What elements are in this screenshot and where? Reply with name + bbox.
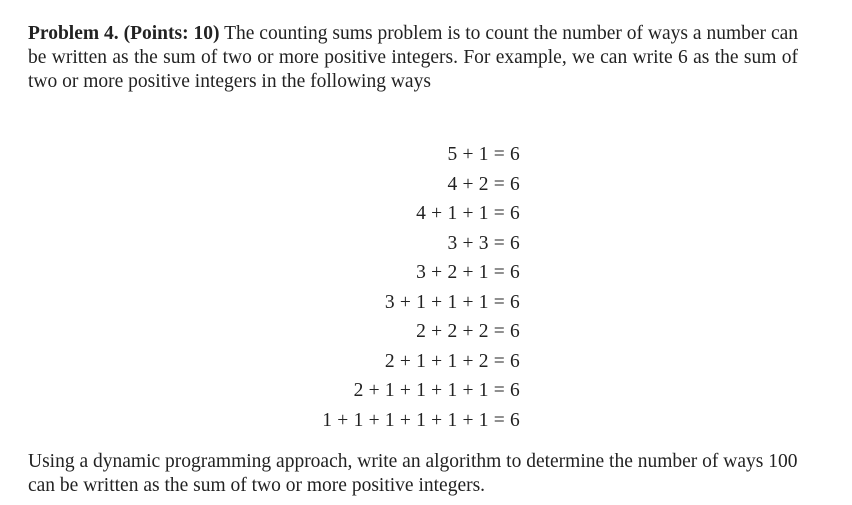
equation-line: 2 + 2 + 2 = 6 xyxy=(416,321,520,342)
problem-intro-text: The counting sums problem is to count the number of ways a number can be written as the sum of two or more positive integers. For example, we can write 6 as the sum of two or more positive integers in the following ways xyxy=(28,23,799,92)
equation-line: 1 + 1 + 1 + 1 + 1 + 1 = 6 xyxy=(322,409,520,431)
equation-list xyxy=(0,140,520,435)
equation-line: 3 + 3 = 6 xyxy=(447,232,520,254)
equation-line: 2 + 1 + 1 + 2 = 6 xyxy=(384,350,520,372)
problem-statement xyxy=(28,22,798,94)
equation-line: 2 + 1 + 1 + 1 + 1 = 6 xyxy=(353,380,520,401)
equation-line: 5 + 1 = 6 xyxy=(447,144,520,165)
equation-line: 3 + 1 + 1 + 1 = 6 xyxy=(384,291,520,313)
problem-task: Using a dynamic programming approach, write an algorithm to determine the number of ways 100 can be written as the sum of two or more positive integers. xyxy=(28,451,798,496)
problem-heading: Problem 4. xyxy=(28,23,119,44)
equation-line: 3 + 2 + 1 = 6 xyxy=(416,262,520,283)
equation-line: 4 + 2 = 6 xyxy=(447,173,520,195)
problem-points: (Points: 10) xyxy=(123,23,220,44)
equation-line: 4 + 1 + 1 = 6 xyxy=(416,203,520,224)
